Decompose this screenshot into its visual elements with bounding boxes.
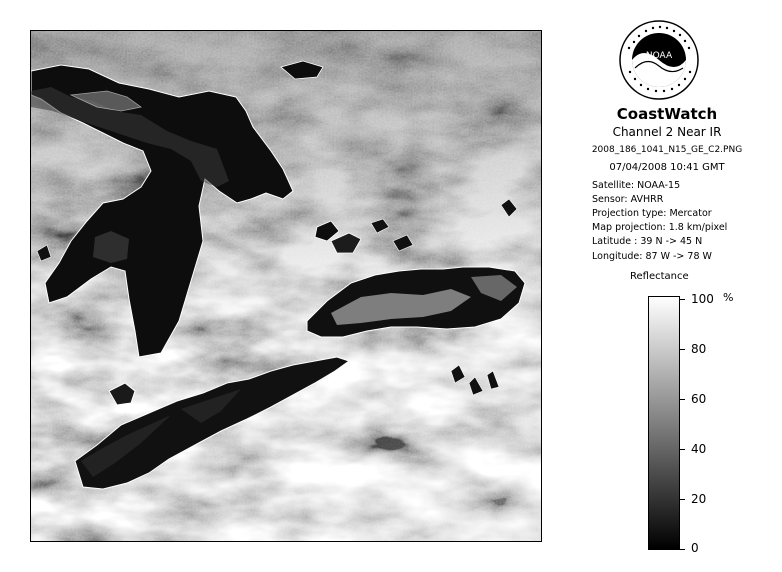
colorbar-tick <box>680 299 685 300</box>
colorbar-tick <box>680 499 685 500</box>
colorbar-tick-label: 60 <box>691 392 707 406</box>
channel-label: Channel 2 Near IR <box>612 125 722 139</box>
meta-map-projection: Map projection: 1.8 km/pixel <box>592 222 728 233</box>
colorbar-tick <box>680 399 685 400</box>
satellite-image <box>31 31 541 541</box>
colorbar-tick-label: 40 <box>691 442 707 456</box>
colorbar-tick-label: 80 <box>691 342 707 356</box>
noaa-logo-icon <box>619 20 699 100</box>
colorbar-tick-label: 20 <box>691 492 707 506</box>
colorbar-tick <box>680 549 685 550</box>
brand-title: CoastWatch <box>616 105 718 123</box>
colorbar-tick-label: 100 <box>691 292 714 306</box>
meta-sensor: Sensor: AVHRR <box>592 194 664 205</box>
filename-label: 2008_186_1041_N15_GE_C2.PNG <box>591 145 743 155</box>
meta-latitude: Latitude : 39 N -> 45 N <box>592 236 703 247</box>
colorbar-tick <box>680 349 685 350</box>
satellite-image-panel <box>30 30 542 542</box>
meta-satellite: Satellite: NOAA-15 <box>592 180 681 191</box>
meta-projection-type: Projection type: Mercator <box>592 208 712 219</box>
meta-longitude: Longitude: 87 W -> 78 W <box>592 251 712 262</box>
colorbar-tick <box>680 449 685 450</box>
reflectance-colorbar <box>648 296 680 550</box>
colorbar-unit: % <box>723 291 734 304</box>
colorbar-title: Reflectance <box>630 271 689 282</box>
logo-center-text: NOAA <box>645 51 673 61</box>
datetime-label: 07/04/2008 10:41 GMT <box>609 162 725 173</box>
colorbar-tick-label: 0 <box>691 541 699 555</box>
